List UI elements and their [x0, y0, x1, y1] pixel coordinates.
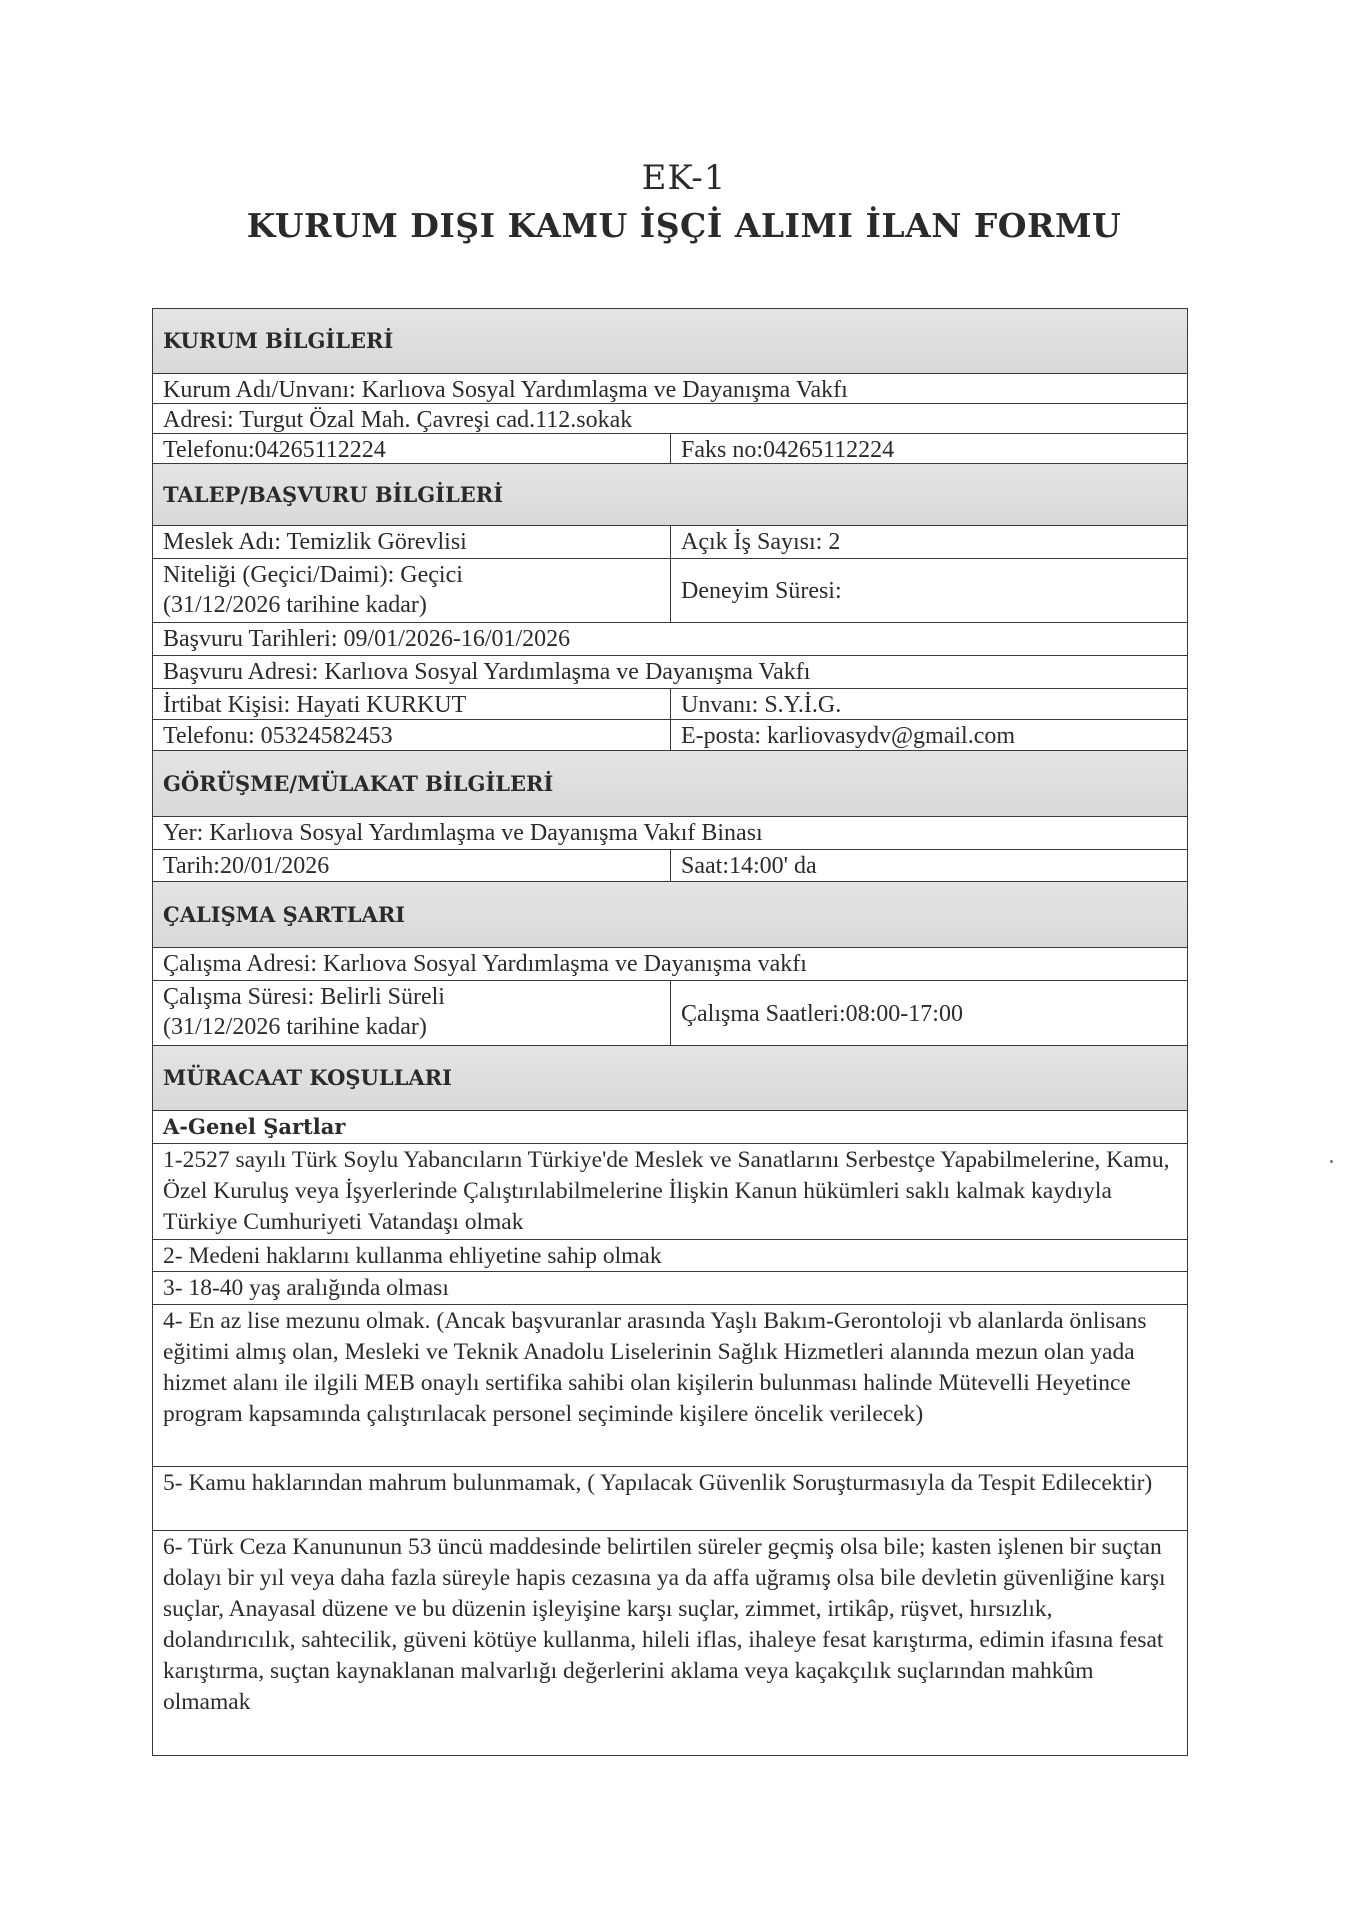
section-title: TALEP/BAŞVURU BİLGİLERİ [163, 481, 504, 507]
condition-row [153, 1271, 1187, 1304]
dates-row [153, 622, 1187, 655]
section-muracaat-header [153, 1045, 1187, 1110]
open-positions: Açık İş Sayısı: 2 [681, 529, 841, 555]
announcement-form [152, 308, 1188, 1756]
condition-item: 5- Kamu haklarından mahrum bulunmamak, ( Yapılacak Güvenlik Soruşturmasıyla da Tespit Edilecektir) [163, 1470, 1153, 1496]
condition-item: 3- 18-40 yaş aralığında olması [163, 1275, 449, 1301]
section-title: ÇALIŞMA ŞARTLARI [163, 901, 406, 927]
kurum-phone-row [153, 433, 1187, 463]
interview-date-row [153, 849, 1187, 881]
condition-row [153, 1304, 1187, 1466]
occupation: Meslek Adı: Temizlik Görevlisi [153, 526, 671, 558]
interview-place-row [153, 816, 1187, 849]
annex-label: EK-1 [641, 158, 727, 198]
application-address-row [153, 655, 1187, 688]
kurum-address-row [153, 403, 1187, 433]
condition-row [153, 1143, 1187, 1239]
work-address-row [153, 947, 1187, 980]
occupation-row [153, 525, 1187, 558]
interview-date: Tarih:20/01/2026 [153, 850, 671, 881]
work-address: Çalışma Adresi: Karlıova Sosyal Yardımlaşma ve Dayanışma vakfı [163, 951, 807, 977]
nature: Niteliği (Geçici/Daimi): Geçici [163, 562, 463, 588]
application-address: Başvuru Adresi: Karlıova Sosyal Yardımlaşma ve Dayanışma Vakfı [163, 659, 811, 685]
scan-speck [1330, 1160, 1333, 1163]
work-duration-end: (31/12/2026 tarihine kadar) [163, 1014, 427, 1040]
kurum-name: Kurum Adı/Unvanı: Karlıova Sosyal Yardımlaşma ve Dayanışma Vakfı [163, 377, 848, 403]
condition-item: 6- Türk Ceza Kanununun 53 üncü maddesinde belirtilen süreler geçmiş olsa bile; kasten işlenen bir suçtan dolayı bir yıl veya daha fazla süreyle hapis cezasına ya da affa uğramış olsa bile devletin güvenliğine karşı suçlar, Anayasal düzene ve bu düzenin işleyişine karşı suçlar, zimmet, irtikâp, rüşvet, hırsızlık, dolandırıcılık, sahtecilik, güveni kötüye kullanma, hileli iflas, ihaleye fesat karıştırma, edimin ifasına fesat karıştırma, suçtan kaynaklanan malvarlığı değerlerini aklama veya kaçakçılık suçlarından mahkûm olmamak [163, 1534, 1166, 1715]
kurum-phone: Telefonu:04265112224 [153, 434, 671, 463]
condition-item: 2- Medeni haklarını kullanma ehliyetine sahip olmak [163, 1243, 662, 1269]
kurum-fax: Faks no:04265112224 [681, 437, 895, 463]
section-calisma-header [153, 881, 1187, 947]
section-title: KURUM BİLGİLERİ [163, 328, 394, 353]
section-title: GÖRÜŞME/MÜLAKAT BİLGİLERİ [163, 770, 554, 796]
experience: Deneyim Süresi: [681, 578, 842, 604]
work-duration-cell [153, 981, 671, 1045]
general-conditions-row [153, 1110, 1187, 1143]
condition-item: 4- En az lise mezunu olmak. (Ancak başvuranlar arasında Yaşlı Bakım-Gerontoloji vb alanlarda önlisans eğitimi almış olan, Mesleki ve Teknik Anadolu Liselerinin Sağlık Hizmetleri alanında mezun olan yada hizmet alanı ile ilgili MEB onaylı sertifika sahibi olan kişilerin bulunması halinde Mütevelli Heyetince program kapsamında çalıştırılacak personel seçiminde kişilere öncelik verilecek) [163, 1308, 1147, 1427]
nature-duration: (31/12/2026 tarihine kadar) [163, 592, 427, 618]
section-talep-header [153, 463, 1187, 525]
application-dates: Başvuru Tarihleri: 09/01/2026-16/01/2026 [163, 626, 571, 652]
section-kurum-header [153, 309, 1187, 373]
general-conditions-title: A-Genel Şartlar [163, 1114, 346, 1139]
page-title: KURUM DIŞI KAMU İŞÇİ ALIMI İLAN FORMU [246, 206, 1122, 245]
contact-person: İrtibat Kişisi: Hayati KURKUT [153, 689, 671, 719]
condition-row [153, 1466, 1187, 1530]
condition-item: 1-2527 sayılı Türk Soylu Yabancıların Türkiye'de Meslek ve Sanatlarını Serbestçe Yapabilmelerine, Kamu, Özel Kuruluş veya İşyerlerinde Çalıştırılabilmelerine İlişkin Kanun hükümleri saklı kalmak kaydıyla Türkiye Cumhuriyeti Vatandaşı olmak [163, 1147, 1170, 1235]
kurum-name-row [153, 373, 1187, 403]
contact-email: E-posta: karliovasydv@gmail.com [681, 723, 1016, 749]
contact-phone-row [153, 719, 1187, 750]
nature-row [153, 558, 1187, 622]
contact-row [153, 688, 1187, 719]
condition-row [153, 1239, 1187, 1271]
nature-cell [153, 559, 671, 622]
condition-row [153, 1530, 1187, 1755]
kurum-address: Adresi: Turgut Özal Mah. Çavreşi cad.112.sokak [163, 407, 633, 433]
section-gorusme-header [153, 750, 1187, 816]
work-duration-row [153, 980, 1187, 1045]
section-title: MÜRACAAT KOŞULLARI [163, 1065, 452, 1090]
interview-time: Saat:14:00' da [681, 853, 817, 879]
work-duration: Çalışma Süresi: Belirli Süreli [163, 984, 445, 1010]
interview-place: Yer: Karlıova Sosyal Yardımlaşma ve Dayanışma Vakıf Binası [163, 820, 763, 846]
contact-title: Unvanı: S.Y.İ.G. [681, 692, 842, 718]
work-hours: Çalışma Saatleri:08:00-17:00 [681, 1000, 963, 1027]
contact-phone: Telefonu: 05324582453 [153, 720, 671, 750]
